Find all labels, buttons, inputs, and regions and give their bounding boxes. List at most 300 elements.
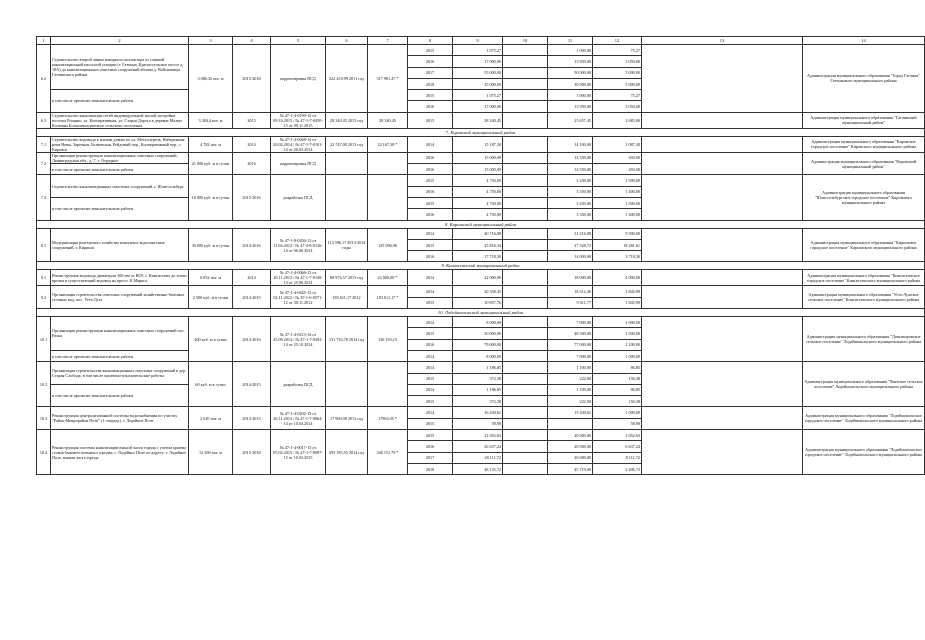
design-docs: № 47-1-4-0017-15 от 05.02.2015 / № 47-1-7-0087-15 от 10.03.2015 xyxy=(271,430,326,475)
local-amount: 8 111,72 xyxy=(593,452,642,463)
federal-amount xyxy=(503,209,548,220)
federal-amount xyxy=(503,136,548,152)
year: 2014 xyxy=(408,362,453,373)
section-title: 7. Кировский муниципальный район xyxy=(37,128,925,136)
project-number: 10.3 xyxy=(37,407,51,430)
project-number: 6.2 xyxy=(37,45,51,113)
client: Администрация муниципального образования "Кировский муниципальный район" xyxy=(803,152,925,175)
capacity: 30 000 куб. м в сутки xyxy=(189,228,233,262)
project-name: Организация реконструкции канализационных очистных сооружений пос. Рахья xyxy=(51,317,189,351)
period: 2014-2015 xyxy=(233,362,271,407)
federal-amount xyxy=(503,45,548,56)
total-estimate: 317 981,47 * xyxy=(368,45,408,113)
total-amount: 8 000,00 xyxy=(453,350,503,361)
capacity: 2 620 пог. м xyxy=(189,407,233,430)
local-amount: 4 000,00 xyxy=(593,270,642,286)
section-title: 9. Кингисеппский муниципальный район xyxy=(37,262,925,270)
federal-amount xyxy=(503,317,548,328)
local-amount: 450,00 xyxy=(593,152,642,163)
total-amount: 17 000,00 xyxy=(453,56,503,67)
project-name: Реконструкция централизованной системы водоснабжения по участку "Район Микрорайон Поле" (1 очередь), г. Лодейное Поле xyxy=(51,407,189,430)
design-docs: корректировка ПСД xyxy=(271,152,326,175)
total-amount: 1 186,85 xyxy=(453,362,503,373)
regional-amount: 9 011,77 xyxy=(548,297,593,308)
period: 2014-2016 xyxy=(233,228,271,262)
table-row xyxy=(37,317,925,328)
project-number: 7.3 xyxy=(37,175,51,220)
regional-amount: 77 000,00 xyxy=(548,339,593,350)
reserved-column xyxy=(642,152,803,175)
table-row xyxy=(37,45,925,56)
local-amount: 150,38 xyxy=(593,396,642,407)
design-docs: № 47-1-4-0190-15 от 09.10.2015 / № 47-1-7-0450-15 от 09.11.2015 xyxy=(271,112,326,128)
capacity: 4 782 пог. м xyxy=(189,136,233,152)
year: 2014 xyxy=(408,350,453,361)
year: 2018 xyxy=(408,78,453,89)
local-amount: 2 406,72 xyxy=(593,463,642,474)
regional-amount: 1 100,00 xyxy=(548,384,593,395)
project-name: Реконструкция водовода диаметром 300 мм от ВОС г. Кингисеппа до точки врезки в существующий водовод на просп. К.Маркса xyxy=(51,270,189,286)
total-amount: 48 125,72 xyxy=(453,463,503,474)
local-amount: 2 683,00 xyxy=(593,112,642,128)
section-row xyxy=(37,262,925,270)
local-amount: 6 637,24 xyxy=(593,441,642,452)
year: 2015 xyxy=(408,418,453,429)
total-amount: 372,38 xyxy=(453,396,503,407)
regional-amount: 14 000,00 xyxy=(548,251,593,262)
design-works-note: в том числе проектно-изыскательские работы xyxy=(51,197,189,220)
project-name: Организация строительства канализационных очистных сооружений в дер. Старая Слобода, в том числе проектно-изыскательские работы xyxy=(51,362,189,385)
local-amount: 3 050,00 xyxy=(593,56,642,67)
period: 2015-2018 xyxy=(233,45,271,113)
regional-amount: 25 657,45 xyxy=(548,112,593,128)
year: 2014 xyxy=(408,228,453,239)
total-amount: 17 718,30 xyxy=(453,251,503,262)
project-number: 9.2 xyxy=(37,286,51,309)
estimated-cost xyxy=(326,362,368,407)
regional-amount: 13 950,00 xyxy=(548,101,593,112)
year: 2015 xyxy=(408,328,453,339)
local-amount: 5 000,00 xyxy=(593,78,642,89)
federal-amount xyxy=(503,164,548,175)
year: 2014 xyxy=(408,384,453,395)
federal-amount xyxy=(503,339,548,350)
regional-amount: 3 250,00 xyxy=(548,175,593,186)
column-number-7: 7 xyxy=(368,37,408,45)
table-row xyxy=(37,175,925,186)
local-amount: 1 400,00 xyxy=(593,186,642,197)
table-row xyxy=(37,430,925,441)
federal-amount xyxy=(503,373,548,384)
federal-amount xyxy=(503,328,548,339)
total-amount: 28 340,45 xyxy=(453,112,503,128)
total-amount: 35 000,00 xyxy=(453,78,503,89)
federal-amount xyxy=(503,67,548,78)
total-amount: 1 075,27 xyxy=(453,90,503,101)
project-name: Строительство водовода к жилым домам по ул. Металлургов, Набережная реки Невы, Заречная, Беляевская, Рейдовый пер., Кооперативный пер., г. Кировск xyxy=(51,136,189,152)
design-works-note: в том числе проектно-изыскательские работы xyxy=(51,164,189,175)
total-amount: 4 750,00 xyxy=(453,175,503,186)
estimated-cost xyxy=(326,175,368,220)
project-name: Строительство второй линии напорного коллектора от главной канализационной насосной станции (г. Гатчина, Красносельское шоссе д. 18А) до канализационных очистных сооружений вблизи д. Войсковицы Гатчинского района xyxy=(51,45,189,90)
design-docs: № 47-1-4-0213-14 от 25.09.2014 / № 47-1-7-0392-14 от 25.10.2014 xyxy=(271,317,326,362)
reserved-column xyxy=(642,112,803,128)
federal-amount xyxy=(503,112,548,128)
design-docs: № 47-1-4-0445-12 от 02.11.2012 / № 47-1-6-0571-12 от 30.11.2012 xyxy=(271,286,326,309)
regional-amount: 18 000,00 xyxy=(548,270,593,286)
year: 2014 xyxy=(408,136,453,152)
year: 2015 xyxy=(408,45,453,56)
total-amount: 22 000,00 xyxy=(453,270,503,286)
project-number: 8.1 xyxy=(37,228,51,262)
reserved-column xyxy=(642,175,803,220)
federal-amount xyxy=(503,197,548,208)
federal-amount xyxy=(503,251,548,262)
design-docs: корректировка ПСД xyxy=(271,45,326,113)
federal-amount xyxy=(503,228,548,239)
table-row xyxy=(37,270,925,286)
project-number: 7.2 xyxy=(37,152,51,175)
regional-amount: 48 500,00 xyxy=(548,328,593,339)
year: 2015 xyxy=(408,239,453,250)
column-number-6: 6 xyxy=(326,37,368,45)
local-amount: 18 281,61 xyxy=(593,239,642,250)
regional-amount: 222,00 xyxy=(548,373,593,384)
page-bottom-edge xyxy=(0,632,905,640)
design-docs: № 47-1-4-0048-14 от 20.02.2014 / № 47-1-7-0101-14 от 26.03.2014 xyxy=(271,136,326,152)
federal-amount xyxy=(503,239,548,250)
regional-amount: 1 100,00 xyxy=(548,362,593,373)
total-amount: 4 750,00 xyxy=(453,197,503,208)
local-amount: 1 000,00 xyxy=(593,350,642,361)
local-amount: 1 400,00 xyxy=(593,209,642,220)
section-row xyxy=(37,128,925,136)
total-amount: 372,38 xyxy=(453,373,503,384)
program-table xyxy=(36,36,925,475)
design-works-note: в том числе проектно-изыскательские работы xyxy=(51,90,189,113)
period: 2014-2016 xyxy=(233,317,271,362)
federal-amount xyxy=(503,152,548,163)
local-amount: 5 000,00 xyxy=(593,67,642,78)
estimated-cost: 88 974,57 2013 год xyxy=(326,270,368,286)
client: Администрация муниципального образования "Янегское сельское поселение" Лодейнопольского муниципального района xyxy=(803,362,925,407)
regional-amount: 50 000,00 xyxy=(548,67,593,78)
local-amount: 86,85 xyxy=(593,362,642,373)
year: 2015 xyxy=(408,197,453,208)
federal-amount xyxy=(503,78,548,89)
period: 2014 xyxy=(233,136,271,152)
federal-amount xyxy=(503,101,548,112)
client: Администрация муниципального образования "Город Гатчина" Гатчинского муниципального района xyxy=(803,45,925,113)
regional-amount: 3 250,00 xyxy=(548,197,593,208)
regional-amount: 7 000,00 xyxy=(548,317,593,328)
column-number-3: 3 xyxy=(189,37,233,45)
table-row xyxy=(37,228,925,239)
total-amount: 20 358,45 xyxy=(453,286,503,297)
estimated-cost: 114 596,17 2013-2014 годы xyxy=(326,228,368,262)
total-estimate: 22 167,38 * xyxy=(368,136,408,152)
year: 2016 xyxy=(408,164,453,175)
capacity: 3 384,4 пог. м xyxy=(189,112,233,128)
reserved-column xyxy=(642,317,803,362)
year: 2017 xyxy=(408,67,453,78)
regional-amount: 14 100,00 xyxy=(548,136,593,152)
local-amount: 450,00 xyxy=(593,164,642,175)
total-estimate: 125 096,96 xyxy=(368,228,408,262)
local-amount: 3 050,00 xyxy=(593,101,642,112)
federal-amount xyxy=(503,452,548,463)
project-number: 9.1 xyxy=(37,270,51,286)
client: Администрация муниципального образования "Усть-Лужское сельское поселение" Кингисеппского муниципального района xyxy=(803,286,925,309)
regional-amount: 14 550,00 xyxy=(548,152,593,163)
year: 2014 xyxy=(408,286,453,297)
section-row xyxy=(37,309,925,317)
year: 2015 xyxy=(408,430,453,441)
estimated-cost: 222 419,99 2011 год xyxy=(326,45,368,113)
total-estimate xyxy=(368,152,408,175)
year: 2015 xyxy=(408,112,453,128)
year: 2016 xyxy=(408,441,453,452)
federal-amount xyxy=(503,396,548,407)
estimated-cost: 17 960,98 2013 год xyxy=(326,407,368,430)
total-amount: 28 111,72 xyxy=(453,452,503,463)
regional-amount: 20 000,00 xyxy=(548,452,593,463)
year: 2014 xyxy=(408,270,453,286)
year: 2015 xyxy=(408,175,453,186)
total-estimate: 17965,05 * xyxy=(368,407,408,430)
column-number-10: 10 xyxy=(503,37,548,45)
regional-amount: 20 000,00 xyxy=(548,441,593,452)
table-row xyxy=(37,286,925,297)
federal-amount xyxy=(503,270,548,286)
project-number: 10.2 xyxy=(37,362,51,407)
year: 2016 xyxy=(408,186,453,197)
local-amount: 1 500,00 xyxy=(593,175,642,186)
column-number-13: 13 xyxy=(642,37,803,45)
reserved-column xyxy=(642,430,803,475)
column-number-1: 1 xyxy=(37,37,51,45)
year: 2015 xyxy=(408,373,453,384)
design-works-note: в том числе проектно-изыскательские работы xyxy=(51,384,189,407)
regional-amount: 222,00 xyxy=(548,396,593,407)
estimated-cost xyxy=(326,152,368,175)
local-amount: 1 000,00 xyxy=(593,407,642,418)
regional-amount: 27 528,73 xyxy=(548,239,593,250)
local-amount: 1 845,99 xyxy=(593,297,642,308)
federal-amount xyxy=(503,430,548,441)
total-amount: 16 430,61 xyxy=(453,407,503,418)
client: Администрация муниципального образования "Доможировское сельское поселение" Лодейнопольского муниципального района xyxy=(803,317,925,362)
capacity: 3 086,32 пог. м xyxy=(189,45,233,113)
federal-amount xyxy=(503,418,548,429)
federal-amount xyxy=(503,175,548,186)
regional-amount xyxy=(548,418,593,429)
estimated-cost: 131 716,78 2014 год xyxy=(326,317,368,362)
regional-amount: 30 000,00 xyxy=(548,78,593,89)
total-amount: 58,90 xyxy=(453,418,503,429)
table-row xyxy=(37,136,925,152)
year: 2016 xyxy=(408,56,453,67)
reserved-column xyxy=(642,136,803,152)
capacity: 6 852 пог. м xyxy=(189,270,233,286)
year: 2016 xyxy=(408,152,453,163)
reserved-column xyxy=(642,407,803,430)
regional-amount: 31 216,08 xyxy=(548,228,593,239)
total-estimate: 22 000,00 * xyxy=(368,270,408,286)
header-row xyxy=(37,37,925,45)
year: 2014 xyxy=(408,317,453,328)
total-amount: 15 000,00 xyxy=(453,152,503,163)
project-name: Организация реконструкции канализационных очистных сооружений, Ленинградская обл., д. 7, г. Отрадное xyxy=(51,152,189,163)
client: Администрация муниципального образования "Кировское городское поселение" Кировского муниципального района xyxy=(803,136,925,152)
total-amount: 1 186,85 xyxy=(453,384,503,395)
section-row xyxy=(37,220,925,228)
total-amount: 15 187,30 xyxy=(453,136,503,152)
capacity: 60 куб. м в сутки xyxy=(189,362,233,407)
total-amount: 8 000,00 xyxy=(453,317,503,328)
regional-amount: 20 000,00 xyxy=(548,430,593,441)
design-docs: № 47-1-4-0202-13 от 26.11.2013 / № 47-1-7-0064-14 от 10.04.2014 xyxy=(271,407,326,430)
total-amount: 50 000,00 xyxy=(453,328,503,339)
year: 2015 xyxy=(408,90,453,101)
regional-amount: 1 000,00 xyxy=(548,45,593,56)
federal-amount xyxy=(503,56,548,67)
column-number-9: 9 xyxy=(453,37,503,45)
total-amount: 40 716,08 xyxy=(453,228,503,239)
capacity: 2 500 куб. м в сутки xyxy=(189,286,233,309)
total-amount: 55 000,00 xyxy=(453,67,503,78)
design-docs: разработка ПСД xyxy=(271,362,326,407)
year: 2016 xyxy=(408,251,453,262)
federal-amount xyxy=(503,286,548,297)
federal-amount xyxy=(503,407,548,418)
period: 2015 xyxy=(233,112,271,128)
reserved-column xyxy=(642,45,803,113)
client: Администрация муниципального образования "Гатчинский муниципальный район" xyxy=(803,112,925,128)
total-estimate xyxy=(368,175,408,220)
total-estimate xyxy=(368,362,408,407)
project-number: 6.3 xyxy=(37,112,51,128)
federal-amount xyxy=(503,441,548,452)
period: 2014-2015 xyxy=(233,286,271,309)
year: 2018 xyxy=(408,463,453,474)
capacity: 10 000 куб. м в сутки xyxy=(189,175,233,220)
project-name: Модернизация реагентного хозяйства комплекса водоочистных сооружений, г. Кириши xyxy=(51,228,189,262)
section-title: 8. Киришский муниципальный район xyxy=(37,220,925,228)
regional-amount: 1 000,00 xyxy=(548,90,593,101)
column-number-14: 14 xyxy=(803,37,925,45)
local-amount: 1 845,99 xyxy=(593,286,642,297)
client: Администрация муниципального образования "Кингисеппское городское поселение" Кингисеппского муниципального района xyxy=(803,270,925,286)
period: 2014 xyxy=(233,270,271,286)
project-number: 7.1 xyxy=(37,136,51,152)
total-amount: 26 637,24 xyxy=(453,441,503,452)
total-estimate: 340 151,79 * xyxy=(368,430,408,475)
total-amount: 10 857,76 xyxy=(453,297,503,308)
year: 2017 xyxy=(408,452,453,463)
estimated-cost: 183 611,17 2012 xyxy=(326,286,368,309)
total-amount: 79 000,00 xyxy=(453,339,503,350)
federal-amount xyxy=(503,297,548,308)
total-estimate: 136 193,15 xyxy=(368,317,408,362)
year: 2016 xyxy=(408,101,453,112)
regional-amount: 3 350,00 xyxy=(548,186,593,197)
local-amount: 1 500,00 xyxy=(593,197,642,208)
total-amount: 45 816,34 xyxy=(453,239,503,250)
local-amount: 58,90 xyxy=(593,418,642,429)
regional-amount: 13 950,00 xyxy=(548,56,593,67)
federal-amount xyxy=(503,350,548,361)
table-row xyxy=(37,407,925,418)
column-number-12: 12 xyxy=(593,37,642,45)
project-name: Организация строительства очистных сооружений хозяйственно-бытовых сточных вод, пос. Усть-Луга xyxy=(51,286,189,309)
column-number-8: 8 xyxy=(408,37,453,45)
local-amount: 75,27 xyxy=(593,45,642,56)
federal-amount xyxy=(503,384,548,395)
period: 2016 xyxy=(233,152,271,175)
estimated-cost: 28 340,45 2015 год xyxy=(326,112,368,128)
reserved-column xyxy=(642,228,803,262)
client: Администрация муниципального образования "Шлиссельбургское городское поселение" Кировского муниципального района xyxy=(803,175,925,220)
reserved-column xyxy=(642,362,803,407)
local-amount: 75,27 xyxy=(593,90,642,101)
capacity: 12 300 пог. м xyxy=(189,430,233,475)
project-name: Строительство канализационных очистных сооружений, г. Шлиссельбург xyxy=(51,175,189,198)
local-amount: 1 500,00 xyxy=(593,328,642,339)
year: 2016 xyxy=(408,209,453,220)
client: Администрация муниципального образования "Лодейнопольское городское поселение" Лодейнопольского муниципального района xyxy=(803,407,925,430)
total-amount: 17 000,00 xyxy=(453,101,503,112)
project-name: Строительство канализации сетей индивидуальной жилой застройки поселка Рощино, ул. Кооперативная, ул. Старая Дорога в деревне Малые Колпаны Большеколпанского сельского поселения xyxy=(51,112,189,128)
period: 2015-2016 xyxy=(233,175,271,220)
design-docs: № 47-1-8-0294-13 от 11.04.2013 / № 47-4-8-0126-14 от 06.06.2014 xyxy=(271,228,326,262)
column-number-5: 5 xyxy=(271,37,326,45)
total-amount: 4 750,00 xyxy=(453,186,503,197)
regional-amount: 3 350,00 xyxy=(548,209,593,220)
regional-amount: 7 000,00 xyxy=(548,350,593,361)
column-number-2: 2 xyxy=(51,37,189,45)
column-number-4: 4 xyxy=(233,37,271,45)
total-amount: 21 052,63 xyxy=(453,430,503,441)
client: Администрация муниципального образования "Лодейнопольское городское поселение" Лодейнопольского муниципального района xyxy=(803,430,925,475)
local-amount: 1 000,00 xyxy=(593,317,642,328)
period: 2015-2018 xyxy=(233,430,271,475)
federal-amount xyxy=(503,186,548,197)
local-amount: 1 087,30 xyxy=(593,136,642,152)
year: 2015 xyxy=(408,396,453,407)
regional-amount: 45 719,00 xyxy=(548,463,593,474)
client: Администрация муниципального образования "Киришское городское поселение" Киришского муниципального района xyxy=(803,228,925,262)
total-amount: 4 750,00 xyxy=(453,209,503,220)
local-amount: 3 718,30 xyxy=(593,251,642,262)
project-number: 10.4 xyxy=(37,430,51,475)
project-name: Реконструкция системы канализации южной части города с учетом приема стоков бывшего военного городка, г. Лодейное Поле по адресу: г. Лодейное Поле, южная часть города xyxy=(51,430,189,475)
table-row xyxy=(37,152,925,163)
local-amount: 2 100,00 xyxy=(593,339,642,350)
total-amount: 15 000,00 xyxy=(453,164,503,175)
local-amount: 150,38 xyxy=(593,373,642,384)
reserved-column xyxy=(642,270,803,286)
design-docs: № 47-1-4-0066-13 от 20.11.2013 / № 47-1-7-0149-14 от 25.06.2014 xyxy=(271,270,326,286)
local-amount: 1 052,63 xyxy=(593,430,642,441)
local-amount: 86,85 xyxy=(593,384,642,395)
table-row xyxy=(37,112,925,128)
year: 2014 xyxy=(408,407,453,418)
table-row xyxy=(37,362,925,373)
column-number-11: 11 xyxy=(548,37,593,45)
capacity: 21 000 куб. м в сутки xyxy=(189,152,233,175)
reserved-column xyxy=(642,286,803,309)
